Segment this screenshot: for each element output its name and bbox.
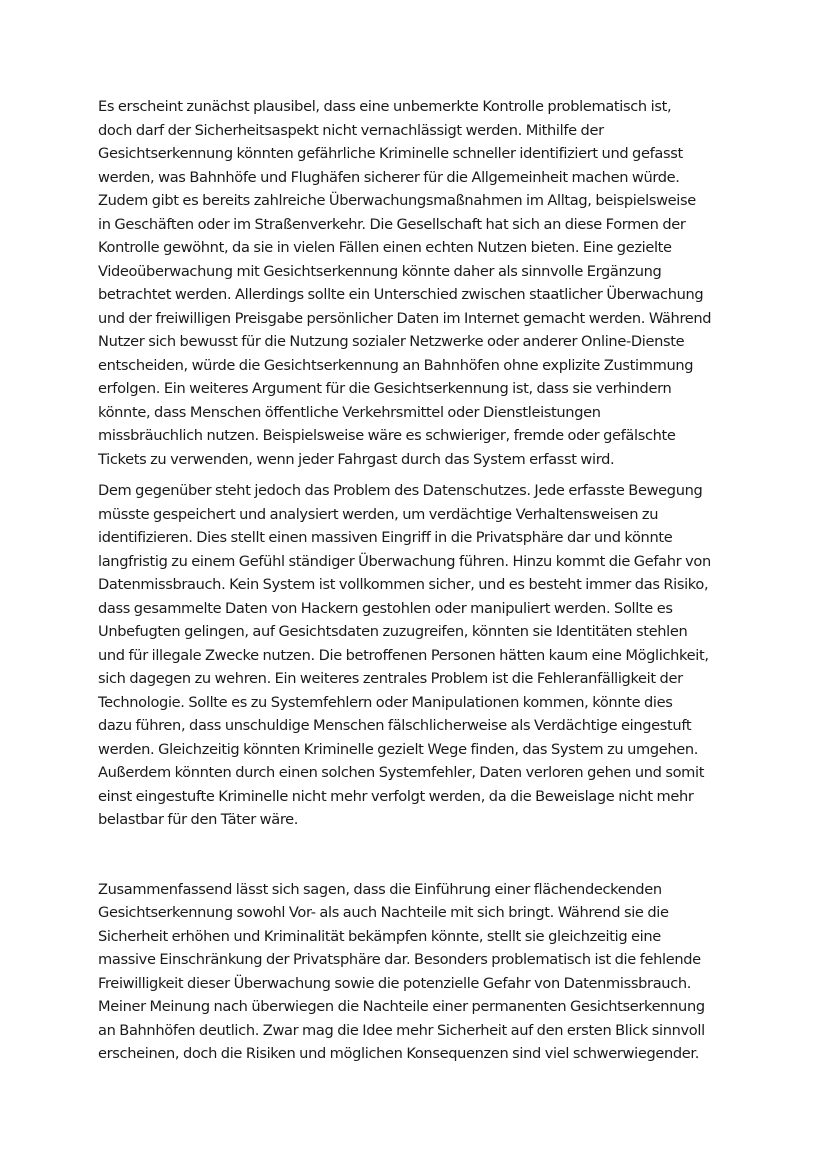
document-page: [98, 95, 730, 1066]
text-line: Unbefugten gelingen, auf Gesichtsdaten zuzugreifen, könnten sie Identitäten stehlen: [98, 623, 688, 640]
text-line: an Bahnhöfen deutlich. Zwar mag die Idee mehr Sicherheit auf den ersten Blick sinnvoll: [98, 1021, 705, 1039]
text-line: werden, was Bahnhöfe und Flughäfen sicherer für die Allgemeinheit machen würde.: [98, 168, 680, 186]
text-line: und für illegale Zwecke nutzen. Die betroffenen Personen hätten kaum eine Möglichkeit,: [98, 646, 709, 664]
text-line: Tickets zu verwenden, wenn jeder Fahrgast durch das System erfasst wird.: [98, 450, 615, 468]
paragraph-security-argument: [98, 95, 730, 471]
text-line: werden. Gleichzeitig könnten Kriminelle gezielt Wege finden, das System zu umgehen.: [98, 740, 699, 758]
text-line: Videoüberwachung mit Gesichtserkennung könnte daher als sinnvolle Ergänzung: [98, 262, 662, 280]
text-line: und der freiwilligen Preisgabe persönlicher Daten im Internet gemacht werden. Während: [98, 309, 712, 327]
text-line: langfristig zu einem Gefühl ständiger Überwachung führen. Hinzu kommt die Gefahr von: [98, 552, 711, 570]
text-line: massive Einschränkung der Privatsphäre dar. Besonders problematisch ist die fehlende: [98, 951, 701, 968]
text-line: belastbar für den Täter wäre.: [98, 811, 299, 828]
text-line: identifizieren. Dies stellt einen massiven Eingriff in die Privatsphäre dar und könnte: [98, 529, 673, 546]
text-line: Nutzer sich bewusst für die Nutzung sozialer Netzwerke oder anderer Online-Dienste: [98, 333, 685, 350]
text-line: Kontrolle gewöhnt, da sie in vielen Fällen einen echten Nutzen bieten. Eine gezielte: [98, 239, 672, 256]
text-line: erfolgen. Ein weiteres Argument für die Gesichtserkennung ist, dass sie verhindern: [98, 380, 672, 397]
text-line: Datenmissbrauch. Kein System ist vollkommen sicher, und es besteht immer das Risiko,: [98, 576, 709, 593]
paragraph-conclusion: [98, 878, 730, 1066]
paragraph-data-protection: [98, 479, 730, 832]
text-line: betrachtet werden. Allerdings sollte ein Unterschied zwischen staatlicher Überwachung: [98, 286, 704, 303]
text-line: Gesichtserkennung könnten gefährliche Kriminelle schneller identifiziert und gefasst: [98, 145, 683, 162]
text-line: erscheinen, doch die Risiken und möglichen Konsequenzen sind viel schwerwiegender.: [98, 1045, 700, 1062]
text-line: entscheiden, würde die Gesichtserkennung an Bahnhöfen ohne explizite Zustimmung: [98, 356, 694, 374]
text-line: sich dagegen zu wehren. Ein weiteres zentrales Problem ist die Fehleranfälligkeit der: [98, 670, 683, 687]
text-line: müsste gespeichert und analysiert werden, um verdächtige Verhaltensweisen zu: [98, 505, 659, 523]
text-line: dazu führen, dass unschuldige Menschen fälschlicherweise als Verdächtige eingestuft: [98, 717, 692, 734]
text-line: Zudem gibt es bereits zahlreiche Überwachungsmaßnahmen im Alltag, beispielsweise: [98, 192, 696, 209]
text-line: könnte, dass Menschen öffentliche Verkehrsmittel oder Dienstleistungen: [98, 403, 601, 421]
text-line: Außerdem könnten durch einen solchen Systemfehler, Daten verloren gehen und somit: [98, 764, 705, 781]
text-line: in Geschäften oder im Straßenverkehr. Die Gesellschaft hat sich an diese Formen der: [98, 215, 686, 233]
text-line: dass gesammelte Daten von Hackern gestohlen oder manipuliert werden. Sollte es: [98, 599, 673, 617]
text-line: einst eingestufte Kriminelle nicht mehr verfolgt werden, da die Beweislage nicht mehr: [98, 787, 694, 805]
text-line: Technologie. Sollte es zu Systemfehlern oder Manipulationen kommen, könnte dies: [98, 693, 673, 711]
text-line: Meiner Meinung nach überwiegen die Nachteile einer permanenten Gesichtserkennung: [98, 998, 705, 1015]
text-line: Sicherheit erhöhen und Kriminalität bekämpfen könnte, stellt sie gleichzeitig eine: [98, 927, 661, 945]
text-line: missbräuchlich nutzen. Beispielsweise wäre es schwieriger, fremde oder gefälschte: [98, 427, 676, 444]
text-line: Es erscheint zunächst plausibel, dass eine unbemerkte Kontrolle problematisch ist,: [98, 98, 672, 115]
text-line: Zusammenfassend lässt sich sagen, dass die Einführung einer flächendeckenden: [98, 880, 662, 898]
text-line: Freiwilligkeit dieser Überwachung sowie die potenzielle Gefahr von Datenmissbrauch.: [98, 974, 692, 992]
text-line: Gesichtserkennung sowohl Vor- als auch Nachteile mit sich bringt. Während sie die: [98, 904, 669, 921]
text-line: doch darf der Sicherheitsaspekt nicht vernachlässigt werden. Mithilfe der: [98, 121, 604, 139]
text-line: Dem gegenüber steht jedoch das Problem des Datenschutzes. Jede erfasste Bewegung: [98, 482, 703, 499]
